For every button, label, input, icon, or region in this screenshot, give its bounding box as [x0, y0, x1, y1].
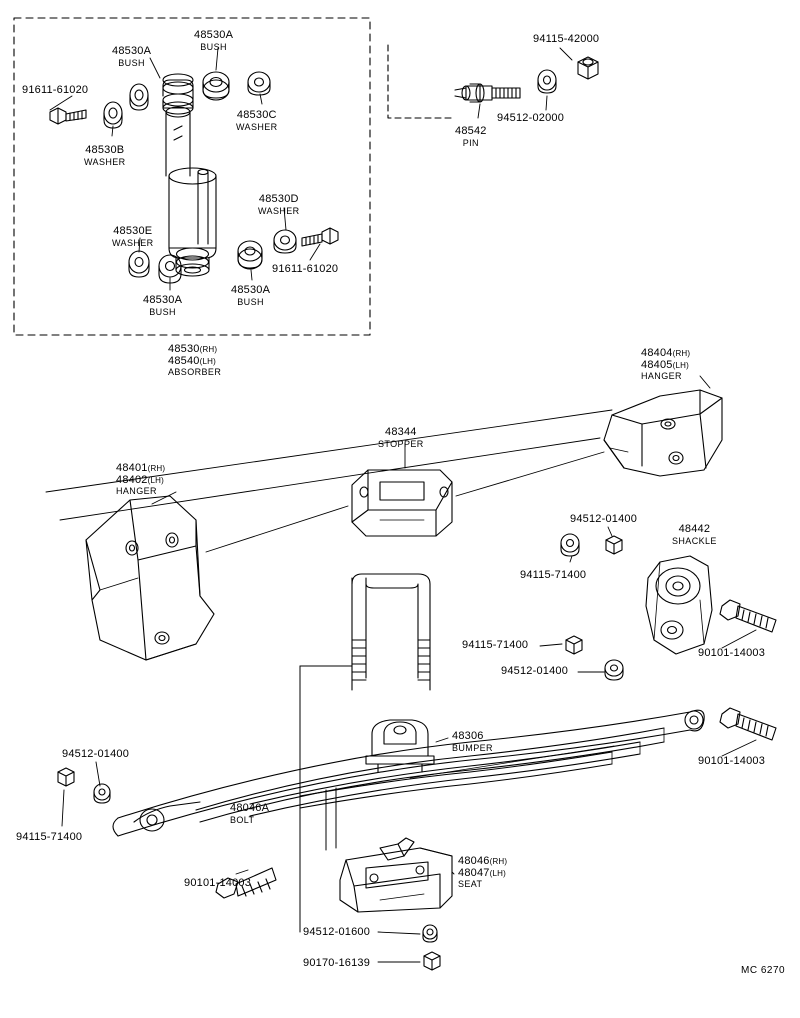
washer-94512-01600 — [423, 925, 437, 942]
label-48306: 48306 BUMPER — [452, 730, 493, 753]
label-94512-01400-top: 94512-01400 — [570, 513, 638, 525]
label-94115-71400-mid: 94115-71400 — [462, 639, 529, 651]
label-91611-61020-left: 91611-61020 — [22, 84, 89, 96]
label-absorber-group: 48530(RH) 48540(LH) ABSORBER — [168, 343, 222, 377]
nut-94115-71400-mid — [566, 636, 582, 654]
label-91611-61020-right: 91611-61020 — [272, 263, 339, 275]
label-front-hanger-group: 48401(RH) 48402(LH) HANGER — [116, 462, 166, 496]
bush-bottom-right — [238, 241, 262, 269]
bolt-right — [302, 228, 338, 246]
label-90101-14003-bottom: 90101-14003 — [184, 877, 252, 889]
label-94115-42000: 94115-42000 — [533, 33, 600, 45]
label-48442: 48442 SHACKLE — [672, 523, 717, 546]
spring-seat — [340, 838, 452, 912]
washer-94512-01400-top — [561, 534, 579, 556]
label-48530a-bottom-right: 48530A BUSH — [231, 284, 271, 307]
label-48530a-bottom-left: 48530A BUSH — [143, 294, 183, 317]
leaf-spring — [113, 710, 704, 836]
label-94512-02000: 94512-02000 — [497, 112, 565, 124]
shackle — [646, 556, 712, 654]
washer-b — [104, 102, 122, 128]
label-90170-16139: 90170-16139 — [303, 957, 371, 969]
label-rear-hanger-group: 48404(RH) 48405(LH) HANGER — [641, 347, 691, 381]
bush-top — [203, 72, 229, 100]
label-94115-71400-left: 94115-71400 — [16, 831, 83, 843]
label-48542: 48542 PIN — [455, 125, 487, 148]
bush-left — [130, 84, 148, 110]
bolt-left — [50, 108, 86, 124]
label-94512-01600: 94512-01600 — [303, 926, 371, 938]
bumper — [366, 720, 434, 772]
washer-d — [274, 230, 296, 253]
shock-absorber — [163, 74, 216, 276]
label-90101-14003-right: 90101-14003 — [698, 647, 766, 659]
nut-94115-71400-left — [58, 768, 74, 786]
label-48530c: 48530C WASHER — [236, 109, 278, 132]
u-bolt — [352, 574, 430, 690]
washer-94512-01400-left — [94, 784, 110, 803]
nut-94115-42000 — [578, 57, 598, 79]
front-hanger — [86, 496, 214, 660]
bolt-shackle — [720, 600, 776, 632]
nut-90170-16139 — [424, 952, 440, 970]
nut-94115-71400-top — [606, 536, 622, 554]
stopper — [352, 470, 452, 536]
label-seat-group: 48046(RH) 48047(LH) SEAT — [458, 855, 508, 889]
sheet-code: MC 6270 — [741, 965, 786, 976]
inset-border — [14, 18, 370, 335]
label-48344: 48344 STOPPER — [378, 426, 424, 449]
label-94512-01400-left: 94512-01400 — [62, 748, 130, 760]
washer-94512-01400-mid — [605, 660, 623, 680]
rear-hanger — [604, 390, 722, 476]
label-48530d: 48530D WASHER — [258, 193, 300, 216]
washer-94512-02000 — [538, 70, 556, 93]
label-94115-71400-top: 94115-71400 — [520, 569, 587, 581]
pin-assembly — [388, 45, 520, 118]
bolt-90101-14003-lower-right — [720, 708, 776, 740]
label-48530b: 48530B WASHER — [84, 144, 126, 167]
label-48530a-left: 48530A BUSH — [112, 45, 152, 68]
label-48530a-top: 48530A BUSH — [194, 29, 234, 52]
label-94512-01400-mid: 94512-01400 — [501, 665, 569, 677]
label-48046a: 48046A BOLT — [230, 802, 270, 825]
label-90101-14003-lower-right: 90101-14003 — [698, 755, 766, 767]
label-48530e: 48530E WASHER — [112, 225, 154, 248]
washer-e — [129, 251, 149, 277]
washer-c — [248, 72, 270, 95]
